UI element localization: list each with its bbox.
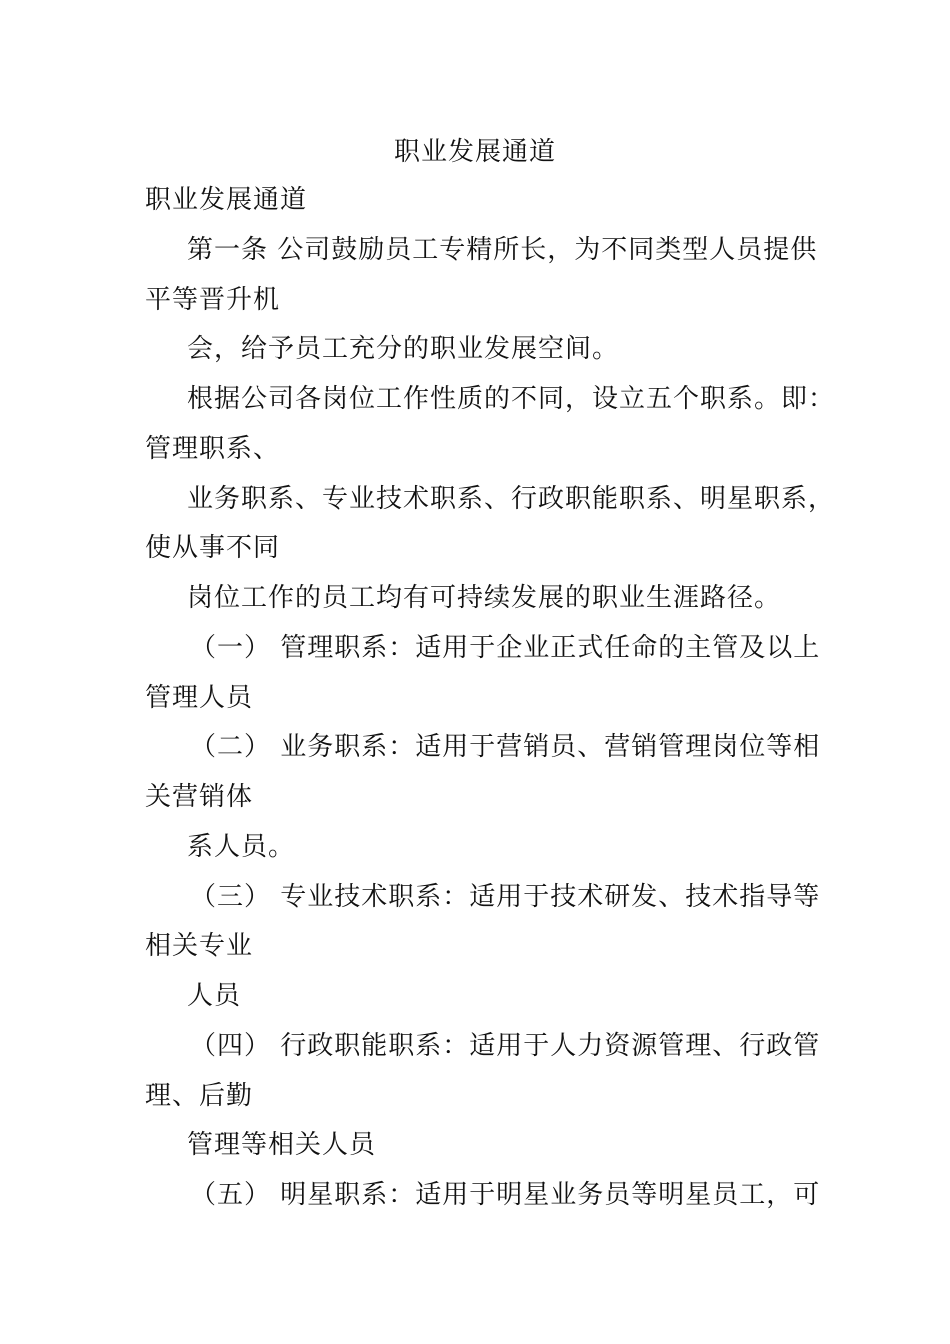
list-item: （四） 行政职能职系：适用于人力资源管理、行政管 (190, 1031, 821, 1061)
paragraph-line: 管理等相关人员 (187, 1130, 377, 1160)
paragraph-line: 管理职系、 (145, 434, 281, 464)
paragraph-line: 相关专业 (145, 931, 254, 961)
list-item: （五） 明星职系：适用于明星业务员等明星员工，可 (190, 1180, 821, 1210)
list-item: （二） 业务职系：适用于营销员、营销管理岗位等相 (190, 732, 821, 762)
paragraph-line: 根据公司各岗位工作性质的不同，设立五个职系。即： (187, 384, 836, 414)
section-heading: 职业发展通道 (145, 185, 308, 215)
paragraph-line: 理、后勤 (145, 1081, 254, 1111)
paragraph-line: 岗位工作的员工均有可持续发展的职业生涯路径。 (187, 583, 782, 613)
list-item: （一） 管理职系：适用于企业正式任命的主管及以上 (190, 633, 821, 663)
paragraph-line: 第一条 公司鼓励员工专精所长，为不同类型人员提供 (187, 235, 818, 265)
paragraph-line: 业务职系、专业技术职系、行政职能职系、明星职系， (187, 484, 836, 514)
paragraph-line: 关营销体 (145, 782, 254, 812)
paragraph-line: 使从事不同 (145, 533, 281, 563)
paragraph-line: 管理人员 (145, 683, 254, 713)
page-title: 职业发展通道 (393, 137, 556, 167)
paragraph-line: 平等晋升机 (145, 285, 281, 315)
paragraph-line: 人员 (187, 981, 242, 1011)
paragraph-line: 系人员。 (187, 832, 296, 862)
list-item: （三） 专业技术职系：适用于技术研发、技术指导等 (190, 882, 821, 912)
paragraph-line: 会，给予员工充分的职业发展空间。 (187, 334, 620, 364)
